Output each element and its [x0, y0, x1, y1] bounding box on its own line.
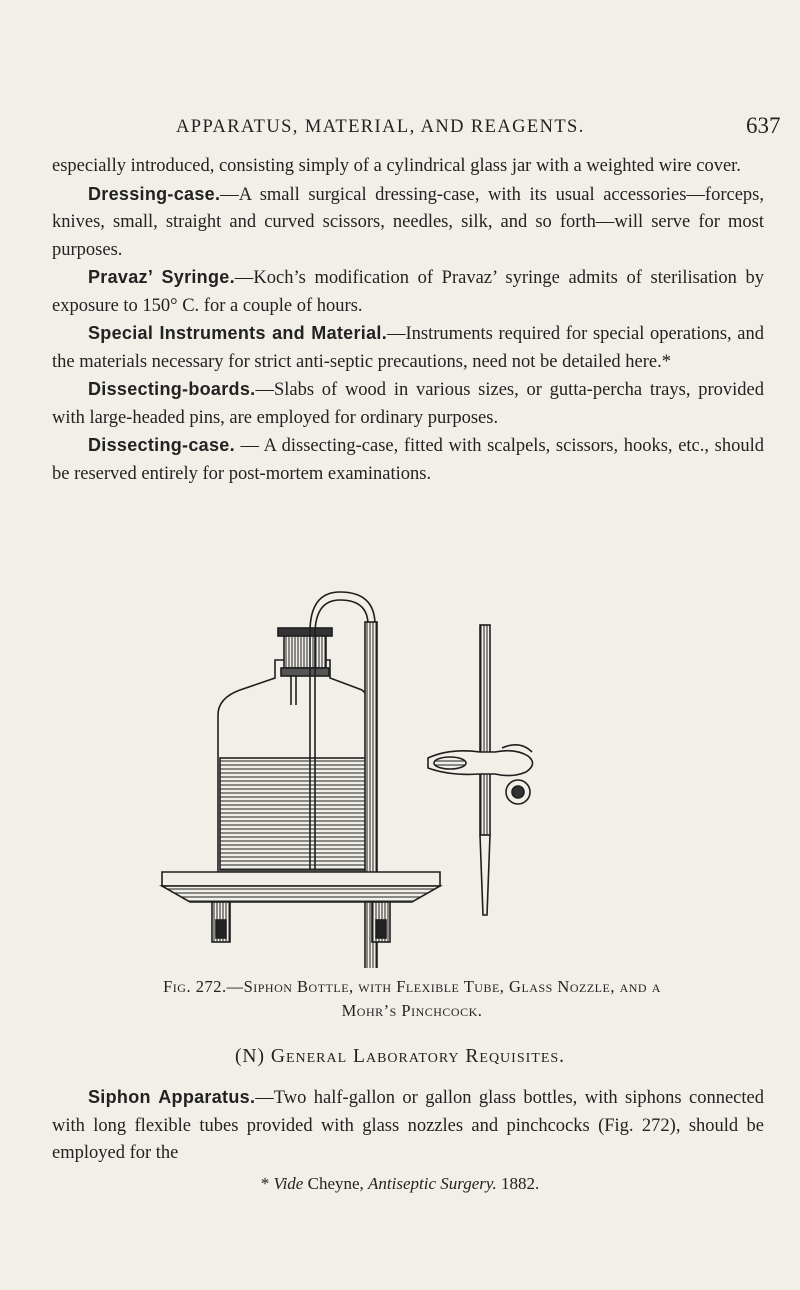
paragraph-dressing-case — [52, 181, 764, 265]
body-text-top — [52, 153, 764, 488]
paragraph-text: —Instruments required for special operations, and the materials necessary for strict anti-septic precautions, need not be detailed here.* — [52, 324, 764, 372]
paragraph-dissecting-case — [52, 432, 764, 488]
bottle — [218, 628, 372, 872]
paragraph-text: —A small surgical dressing-case, with its usual accessories—forceps, knives, small, straight and curved scissors, needles, silk, and so forth—will serve for most purposes. — [52, 184, 764, 260]
base-tray — [162, 872, 440, 942]
figure-caption — [82, 975, 742, 1023]
paragraph-special-instruments — [52, 320, 764, 376]
section-heading: (N) General Laboratory Requisites. — [234, 1046, 566, 1067]
page-number: 637 — [746, 113, 781, 138]
footnote-marker: * — [260, 1174, 274, 1193]
paragraph-text: especially introduced, consisting simply of a cylindrical glass jar with a weighted wire cover. — [52, 156, 741, 176]
paragraph-text: —Two half-gallon or gallon glass bottles, with siphons connected with long flexible tubes provided with glass nozzles and pinchcocks (Fig. 272), should be employed for the — [52, 1088, 764, 1163]
paragraph-siphon-apparatus — [52, 1084, 764, 1168]
paragraph-lead: Dissecting-boards. — [88, 379, 256, 399]
paragraph-lead: Dressing-case. — [88, 183, 221, 204]
caption-line: Fig. 272.—Siphon Bottle, with Flexible Tube, Glass Nozzle, and a — [163, 977, 661, 996]
paragraph-text: — A dissecting-case, fitted with scalpels, scissors, hooks, etc., should be reserved entirely for post-mortem examinations. — [52, 436, 764, 484]
paragraph-continuation — [52, 153, 764, 181]
paragraph-lead: Dissecting-case. — [88, 435, 235, 455]
running-title: APPARATUS, MATERIAL, AND REAGENTS. — [176, 117, 585, 137]
siphon-bottle-illustration — [150, 580, 570, 968]
footnote-author: Cheyne, — [303, 1174, 369, 1193]
paragraph-text: —Koch’s modification of Pravaz’ syringe admits of sterilisation by exposure to 150° C. for a couple of hours. — [52, 268, 764, 316]
paragraph-lead: Special Instruments and Material. — [88, 323, 388, 343]
paragraph-text: —Slabs of wood in various sizes, or gutta-percha trays, provided with large-headed pins, are employed for ordinary purposes. — [52, 380, 764, 428]
paragraph-dissecting-boards — [52, 376, 764, 432]
caption-line: Mohr’s Pinchcock. — [341, 1001, 483, 1020]
footnote-year: 1882. — [496, 1174, 540, 1193]
body-text-bottom — [52, 1084, 764, 1168]
footnote — [0, 1174, 800, 1194]
paragraph-lead: Pravaz’ Syringe. — [88, 267, 235, 287]
running-head — [0, 113, 800, 143]
footnote-vide: Vide — [273, 1174, 304, 1193]
paragraph-pravaz-syringe — [52, 264, 764, 320]
glass-nozzle-with-pinchcock — [428, 625, 533, 915]
paragraph-lead: Siphon Apparatus. — [88, 1087, 256, 1107]
footnote-work: Antiseptic Surgery. — [368, 1174, 497, 1193]
